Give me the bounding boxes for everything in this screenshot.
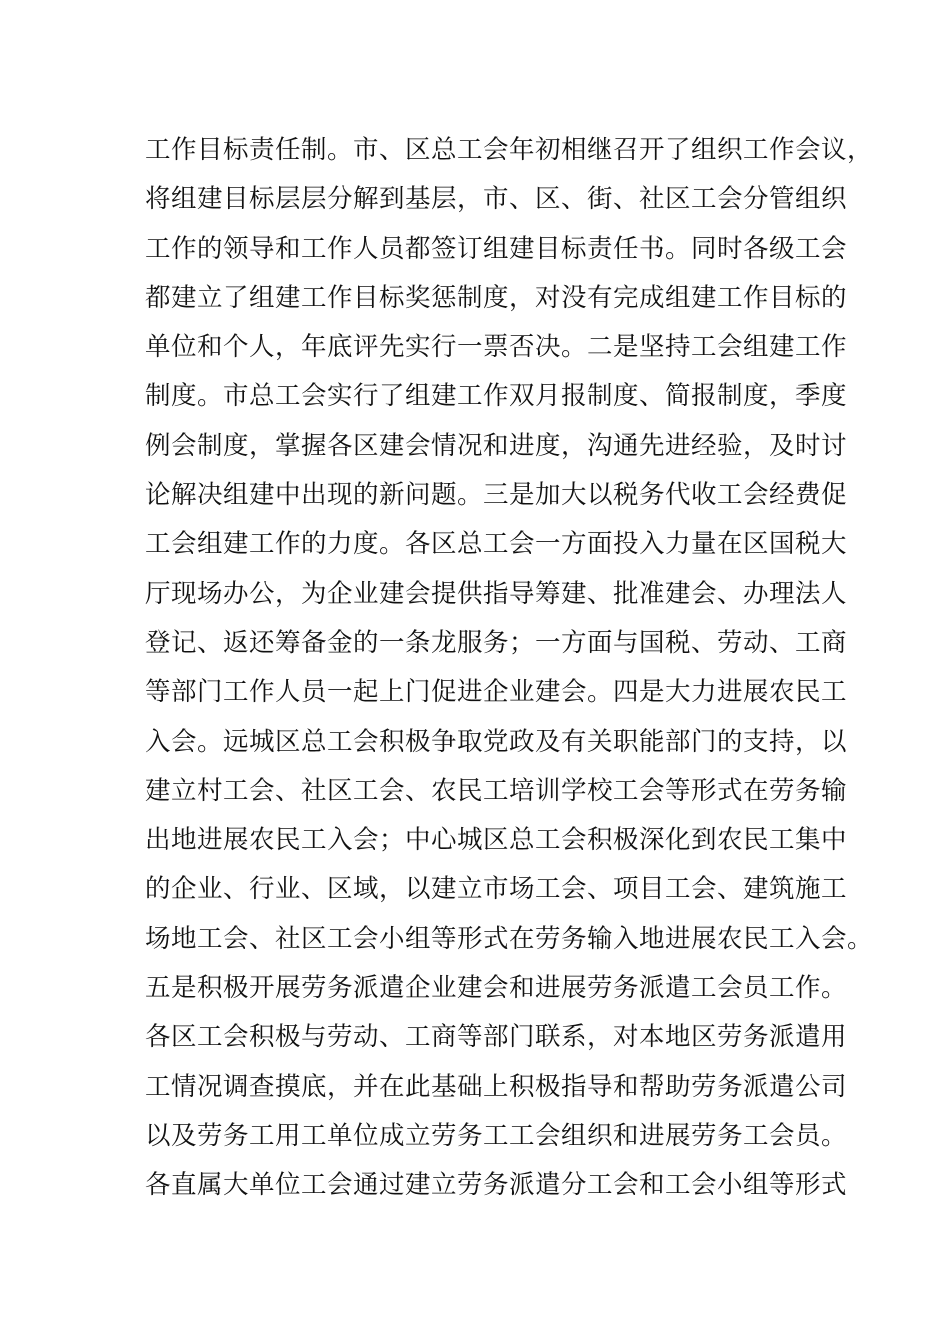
text-line-7: 例会制度，掌握各区建会情况和进度，沟通先进经验，及时讨 (145, 430, 848, 461)
text-line-12: 等部门工作人员一起上门促进企业建会。四是大力进展农民工 (145, 677, 848, 708)
text-line-4: 都建立了组建工作目标奖惩制度，对没有完成组建工作目标的 (145, 282, 848, 313)
text-line-19: 各区工会积极与劳动、工商等部门联系，对本地区劳务派遣用 (145, 1022, 848, 1053)
text-line-1: 工作目标责任制。市、区总工会年初相继召开了组织工作会议， (145, 135, 874, 165)
text-line-16: 的企业、行业、区域，以建立市场工会、项目工会、建筑施工 (145, 874, 848, 905)
text-line-6: 制度。市总工会实行了组建工作双月报制度、简报制度，季度 (145, 381, 848, 412)
text-line-10: 厅现场办公，为企业建会提供指导筹建、批准建会、办理法人 (145, 578, 848, 609)
text-line-3: 工作的领导和工作人员都签订组建目标责任书。同时各级工会 (145, 233, 848, 264)
text-line-20: 工情况调查摸底，并在此基础上积极指导和帮助劳务派遣公司 (145, 1071, 848, 1102)
text-line-14: 建立村工会、社区工会、农民工培训学校工会等形式在劳务输 (145, 775, 848, 806)
text-line-22: 各直属大单位工会通过建立劳务派遣分工会和工会小组等形式 (145, 1170, 848, 1201)
text-line-15: 出地进展农民工入会；中心城区总工会积极深化到农民工集中 (145, 825, 848, 856)
text-line-18: 五是积极开展劳务派遣企业建会和进展劳务派遣工会员工作。 (145, 973, 848, 1004)
text-line-8: 论解决组建中出现的新问题。三是加大以税务代收工会经费促 (145, 480, 848, 511)
text-line-17: 场地工会、社区工会小组等形式在劳务输入地进展农民工入会。 (145, 923, 874, 954)
text-line-13: 入会。远城区总工会积极争取党政及有关职能部门的支持，以 (145, 726, 848, 757)
text-line-5: 单位和个人，年底评先实行一票否决。二是坚持工会组建工作 (145, 332, 848, 363)
text-line-11: 登记、返还筹备金的一条龙服务；一方面与国税、劳动、工商 (145, 627, 848, 658)
body-text (145, 126, 874, 1211)
text-line-2: 将组建目标层层分解到基层，市、区、街、社区工会分管组织 (145, 184, 848, 215)
text-line-21: 以及劳务工用工单位成立劳务工工会组织和进展劳务工会员。 (145, 1120, 848, 1151)
text-line-9: 工会组建工作的力度。各区总工会一方面投入力量在区国税大 (145, 529, 848, 560)
